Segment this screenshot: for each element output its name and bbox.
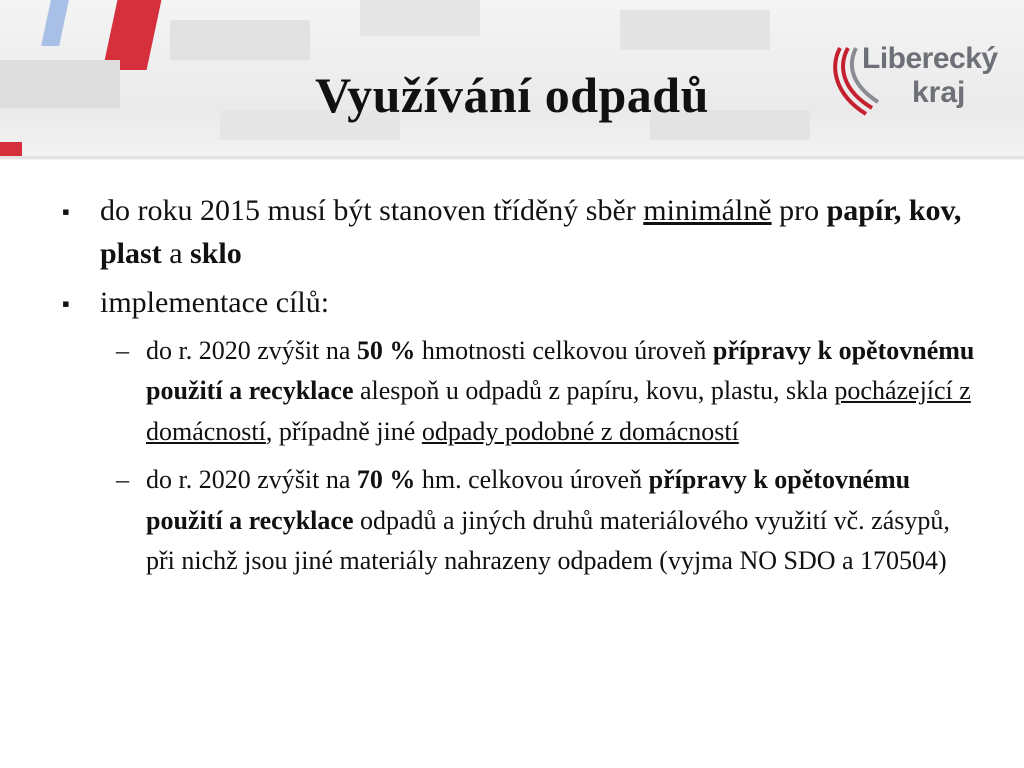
text-run: do r. 2020 zvýšit na	[146, 335, 357, 365]
bullet-text: implementace cílů:	[100, 285, 330, 319]
logo-line1: Liberecký	[862, 42, 998, 75]
text-run: pro	[771, 194, 827, 227]
bullet-item	[62, 282, 982, 325]
decor-stripe-blue	[41, 0, 69, 46]
text-run: do roku 2015 musí být stanoven tříděný sběr	[100, 194, 644, 227]
logo-wordmark	[862, 44, 998, 108]
text-run-bold: 50 %	[356, 335, 416, 365]
text-run-bold: sklo	[190, 236, 242, 270]
sub-bullet-list	[100, 331, 982, 582]
decor-block-gray	[170, 20, 310, 60]
text-run: , případně jiné	[265, 416, 422, 446]
text-run: hm. celkovou úroveň	[415, 465, 649, 495]
text-run: alespoň u odpadů z papíru, kovu, plastu, skla	[353, 376, 835, 406]
sub-bullet-item	[100, 331, 982, 453]
header-divider	[0, 156, 1024, 159]
sub-bullet-text	[146, 336, 974, 446]
bullet-item	[62, 190, 982, 276]
liberecky-kraj-logo	[826, 42, 998, 118]
square-bullet-icon: ▪	[62, 199, 70, 224]
text-run: hmotnosti celkovou úroveň	[415, 335, 713, 365]
text-run-bold: přípravy k opětovnému použití a recyklace	[146, 465, 911, 535]
slide-content	[62, 190, 982, 590]
text-run-bold: 70 %	[356, 465, 416, 495]
text-run-underlined: pocházející z domácností	[146, 376, 971, 446]
sub-bullet-item	[100, 460, 982, 582]
text-run: do r. 2020 zvýšit na	[146, 465, 357, 495]
dash-bullet-icon: –	[116, 465, 129, 495]
text-run-underlined: minimálně	[643, 194, 772, 227]
text-run: odpadů a jiných druhů materiálového využití vč. zásypů, při nichž jsou jiné materiály nahrazeny odpadem (vyjma NO SDO a 170504)	[146, 505, 950, 576]
bullet-text	[100, 194, 961, 270]
square-bullet-icon: ▪	[62, 290, 70, 316]
sub-bullet-text	[146, 465, 950, 575]
logo-line2: kraj	[912, 76, 966, 109]
dash-bullet-icon: –	[116, 335, 129, 365]
decor-block-red-small	[0, 142, 22, 156]
text-run-underlined: odpady podobné z domácností	[421, 416, 739, 446]
text-run-bold: přípravy k opětovnému použití a recyklace	[146, 335, 975, 406]
text-run: a	[161, 236, 191, 270]
text-run-bold: papír, kov, plast	[100, 194, 962, 270]
slide-title: Využívání odpadů	[315, 67, 709, 123]
decor-block-gray	[360, 0, 480, 36]
decor-block-gray	[620, 10, 770, 50]
